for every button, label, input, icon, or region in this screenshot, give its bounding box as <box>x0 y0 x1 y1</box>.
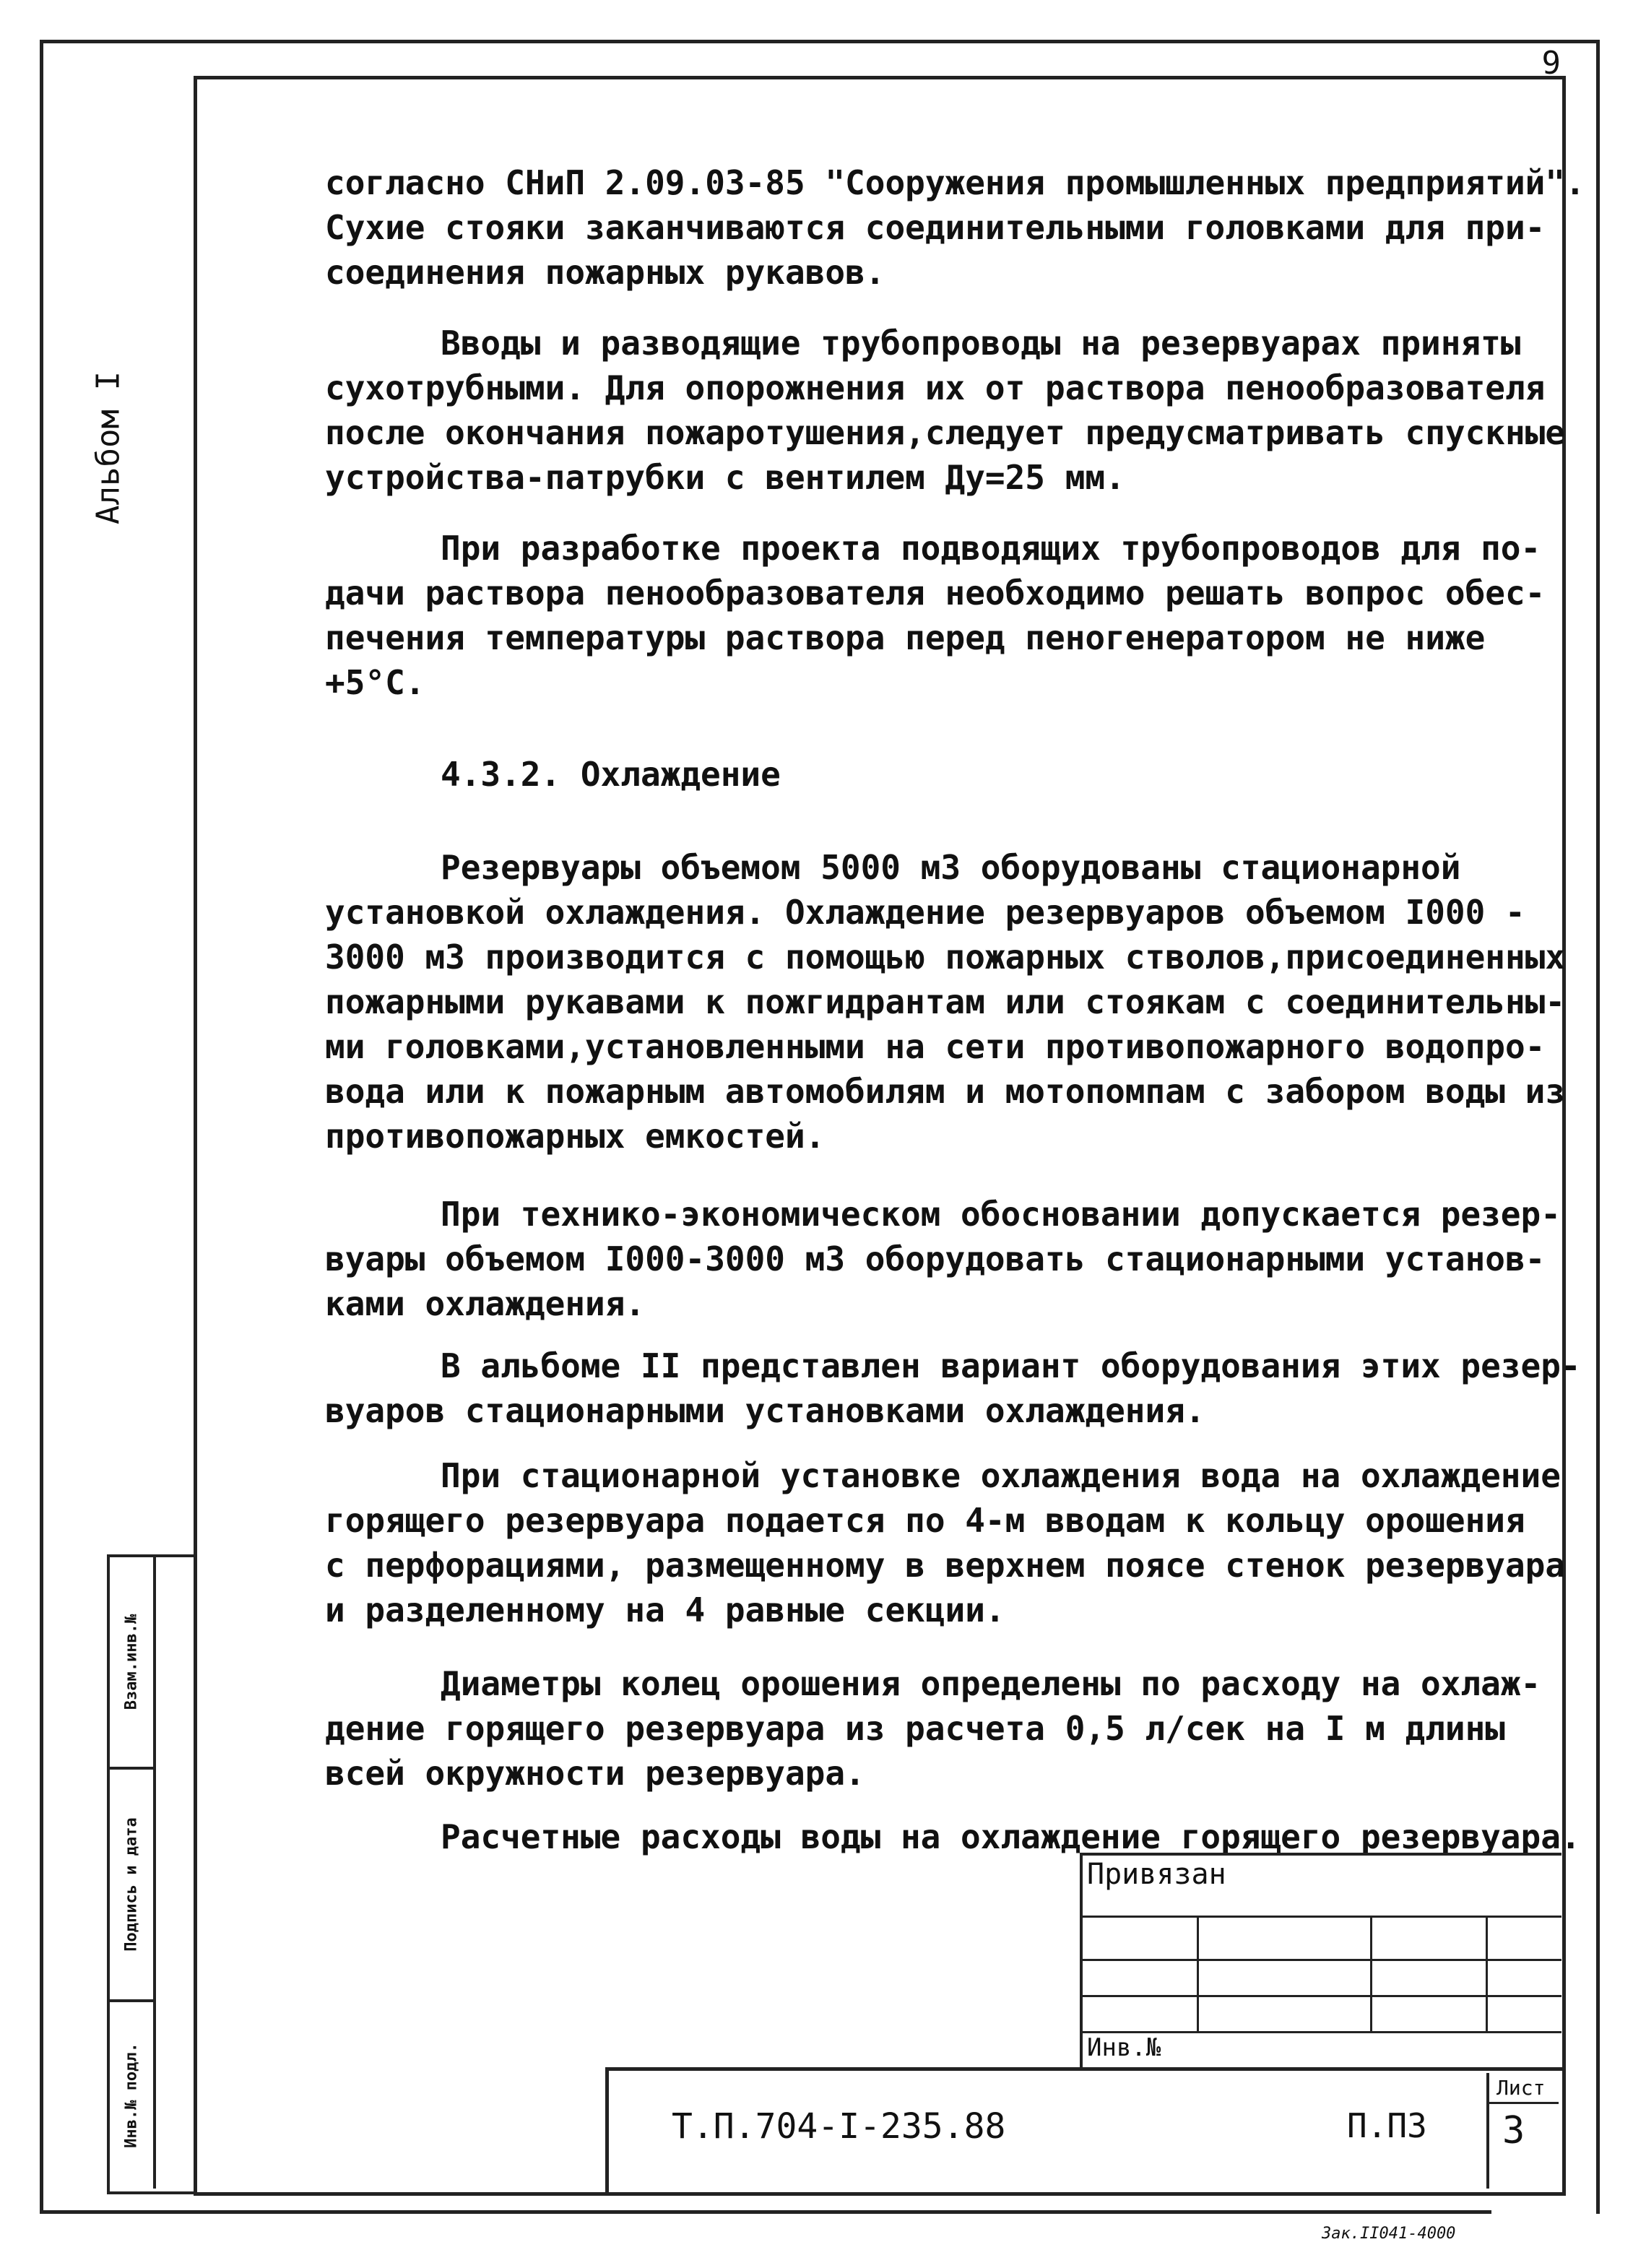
text-line: При разработке проекта подводящих трубопроводов для по- <box>441 529 1541 568</box>
paragraph-2 <box>325 321 1566 500</box>
paragraph-3 <box>325 526 1546 705</box>
side-stamp-cell-inventory <box>110 2002 156 2189</box>
text-line: устройства-патрубки с вентилем Ду=25 мм. <box>325 458 1125 497</box>
text-line: согласно СНиП 2.09.03-85 "Сооружения промышленных предприятий". <box>325 163 1585 202</box>
attached-label: Привязан <box>1087 1858 1226 1891</box>
text-line: Резервуары объемом 5000 м3 оборудованы стационарной <box>441 848 1461 887</box>
section-heading: 4.3.2. Охлаждение <box>441 755 781 794</box>
text-line: Сухие стояки заканчиваются соединительными головками для при- <box>325 208 1546 247</box>
sheet-label: Лист <box>1496 2076 1546 2100</box>
stamp-rule <box>1083 1959 1561 1961</box>
text-line: 3000 м3 производится с помощью пожарных стволов,присоединенных <box>325 938 1566 977</box>
paragraph-1 <box>325 160 1585 295</box>
text-line: При стационарной установке охлаждения вода на охлаждение <box>441 1456 1561 1495</box>
stamp-rule <box>1370 1916 1372 2031</box>
text-line: всей окружности резервуара. <box>325 1754 865 1793</box>
side-stamp-label: Подпись и дата <box>122 1817 141 1952</box>
paragraph-4 <box>325 845 1566 1159</box>
side-stamp-cell-replacement <box>110 1557 156 1770</box>
text-line: и разделенному на 4 равные секции. <box>325 1590 1005 1629</box>
text-line: печения температуры раствора перед пеногенератором не ниже <box>325 618 1486 657</box>
text-line: установкой охлаждения. Охлаждение резервуаров объемом I000 - <box>325 893 1525 932</box>
text-line: вуаров стационарными установками охлаждения. <box>325 1391 1205 1430</box>
side-stamp <box>107 1554 196 2194</box>
stamp-rule <box>1486 1916 1488 2031</box>
text-line: сухотрубными. Для опорожнения их от раствора пенообразователя <box>325 368 1546 407</box>
text-line: дачи раствора пенообразователя необходимо решать вопрос обес- <box>325 574 1546 613</box>
text-line: вуары объемом I000-3000 м3 оборудовать стационарными установ- <box>325 1239 1546 1278</box>
paragraph-5 <box>325 1192 1561 1326</box>
inventory-number-label: Инв.№ <box>1087 2033 1161 2062</box>
text-line: Вводы и разводящие трубопроводы на резервуарах приняты <box>441 324 1521 363</box>
paragraph-7 <box>325 1453 1566 1632</box>
stamp-rule <box>1197 1916 1199 2031</box>
stamp-rule <box>1083 1916 1561 1918</box>
paragraph-8 <box>325 1661 1541 1796</box>
page-number: 9 <box>1541 45 1561 82</box>
text-line: пожарными рукавами к пожгидрантам или стоякам с соединительны- <box>325 982 1566 1021</box>
text-line: +5°С. <box>325 663 425 702</box>
text-line: дение горящего резервуара из расчета 0,5 л/сек на I м длины <box>325 1709 1505 1748</box>
text-line: после окончания пожаротушения,следует предусматривать спускные <box>325 413 1566 452</box>
album-label: Альбом I <box>90 371 127 524</box>
text-line: горящего резервуара подается по 4-м вводам к кольцу орошения <box>325 1501 1525 1540</box>
text-line: В альбоме II представлен вариант оборудования этих резер- <box>441 1346 1581 1385</box>
side-stamp-label: Инв.№ подл. <box>122 2043 141 2148</box>
bottom-border <box>40 2210 1491 2214</box>
print-order-mark: Зак.II041-4000 <box>1322 2225 1456 2243</box>
stamp-rule <box>1083 1995 1561 1997</box>
text-line: с перфорациями, размещенному в верхнем поясе стенок резервуара <box>325 1546 1566 1585</box>
side-stamp-label: Взам.инв.№ <box>122 1614 141 1710</box>
document-code: Т.П.704-I-235.88 <box>672 2106 1006 2147</box>
text-line: Расчетные расходы воды на охлаждение горящего резервуара. <box>441 1817 1581 1856</box>
text-line: ми головками,установленными на сети противопожарного водопро- <box>325 1027 1546 1066</box>
text-line: противопожарных емкостей. <box>325 1117 826 1156</box>
sheet-rule <box>1486 2102 1559 2104</box>
side-stamp-cell-signature <box>110 1770 156 2002</box>
text-line: соединения пожарных рукавов. <box>325 253 885 292</box>
text-line: вода или к пожарным автомобилям и мотопомпам с забором воды из <box>325 1072 1566 1111</box>
text-line: ками охлаждения. <box>325 1284 646 1323</box>
paragraph-6 <box>325 1343 1581 1433</box>
text-line: При технико-экономическом обосновании допускается резер- <box>441 1195 1561 1234</box>
document-section: П.ПЗ <box>1347 2106 1427 2145</box>
text-line: Диаметры колец орошения определены по расходу на охлаж- <box>441 1664 1541 1703</box>
sheet-number: 3 <box>1502 2109 1525 2152</box>
